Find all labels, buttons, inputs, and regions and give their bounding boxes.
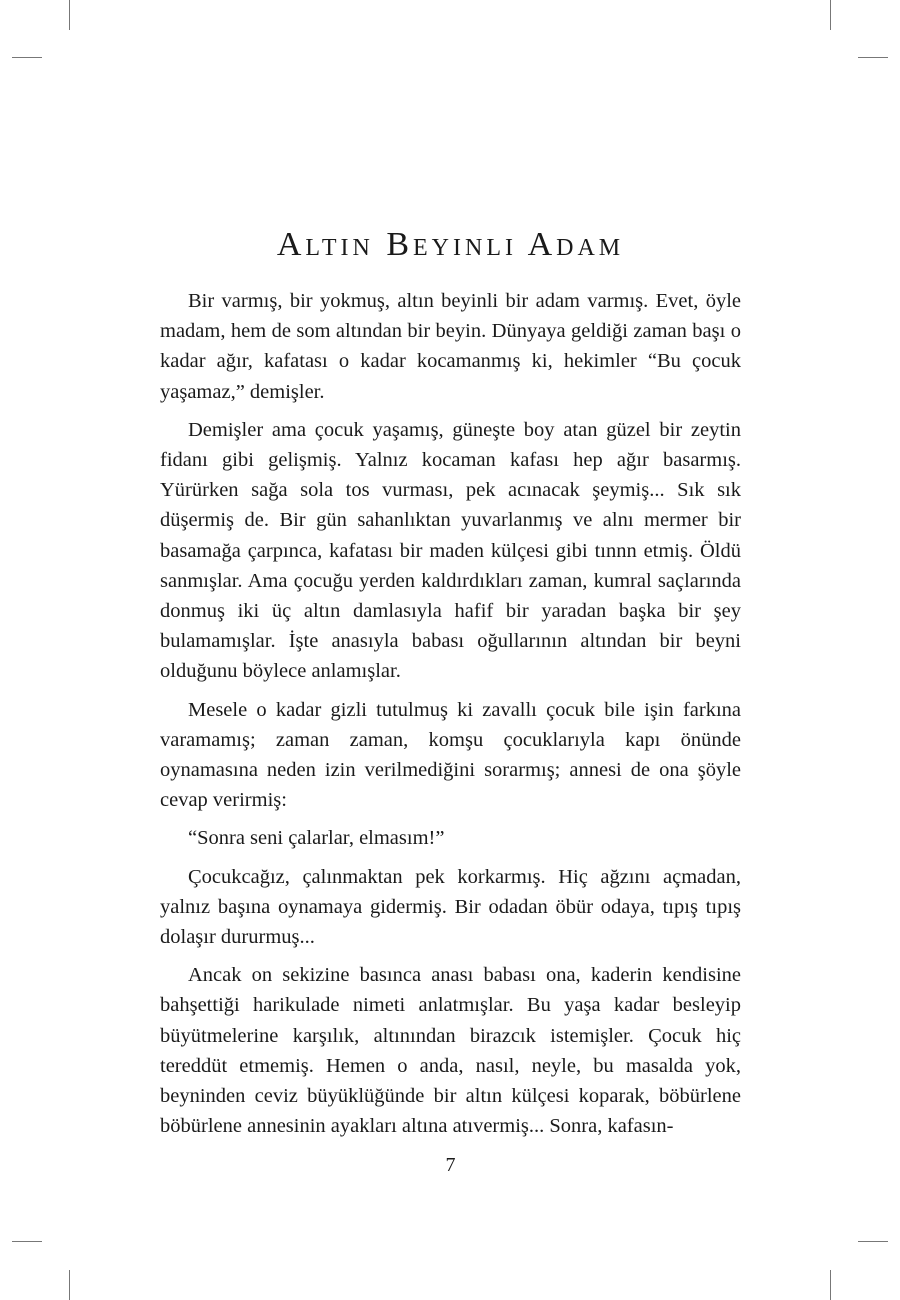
chapter-title: Altın Beyinli Adam bbox=[276, 226, 625, 263]
paragraph: Mesele o kadar gizli tutulmuş ki zavallı çocuk bile işin farkına varamamış; zaman zaman, komşu çocuklarıyla kapı önünde oynamasına neden izin verilmediğini sorarmış; annesi de ona şöyle cevap verirmiş: bbox=[160, 698, 741, 812]
paragraph: Bir varmış, bir yokmuş, altın beyinli bir adam varmış. Evet, öyle madam, hem de som altından bir beyin. Dünyaya geldiği zaman başı o kadar ağır, kafatası o kadar kocamanmış ki, hekimler “Bu çocuk yaşamaz,” demişler. bbox=[160, 290, 741, 403]
body-text bbox=[160, 286, 741, 1149]
crop-mark-top-right-horizontal bbox=[858, 57, 888, 58]
crop-mark-bottom-right-vertical bbox=[830, 1270, 831, 1300]
paragraph: Demişler ama çocuk yaşamış, güneşte boy atan güzel bir zeytin fidanı gibi gelişmiş. Yalnız kocaman kafası hep ağır basarmış. Yürürken sağa sola tos vurması, pek acınacak şeymiş... Sık sık düşermiş de. Bir gün sahanlıktan yuvarlanmış ve alnı mermer bir basamağa çarpınca, kafatası bir maden külçesi gibi tınnn etmiş. Öldü sanmışlar. Ama çocuğu yerden kaldırdıkları zaman, kumral saçlarında donmuş iki üç altın damlasıyla hafif bir yaradan başka bir şey bulamamışlar. İşte anasıyla babası oğullarının altından bir beyni olduğunu böylece anlamışlar. bbox=[160, 418, 741, 683]
page-number: 7 bbox=[445, 1154, 456, 1176]
paragraph: “Sonra seni çalarlar, elmasım!” bbox=[188, 827, 445, 850]
crop-mark-bottom-left-vertical bbox=[69, 1270, 70, 1300]
paragraph: Ancak on sekizine basınca anası babası ona, kaderin kendisine bahşettiği harikulade nimeti anlatmışlar. Bu yaşa kadar besleyip büyütmelerine karşılık, altınından birazcık istemişler. Çocuk hiç tereddüt etmemiş. Hemen o anda, nasıl, neyle, bu masalda yok, beyninden ceviz büyüklüğünde bir altın külçesi koparak, böbürlene böbürlene annesinin ayakları altına atıvermiş... Sonra, kafasın- bbox=[160, 964, 741, 1138]
crop-mark-bottom-left-horizontal bbox=[12, 1241, 42, 1242]
crop-mark-top-left-horizontal bbox=[12, 57, 42, 58]
crop-mark-bottom-right-horizontal bbox=[858, 1241, 888, 1242]
crop-mark-top-left-vertical bbox=[69, 0, 70, 30]
paragraph: Çocukcağız, çalınmaktan pek korkarmış. Hiç ağzını açmadan, yalnız başına oynamaya gidermiş. Bir odadan öbür odaya, tıpış tıpış dolaşır dururmuş... bbox=[160, 865, 741, 949]
crop-mark-top-right-vertical bbox=[830, 0, 831, 30]
